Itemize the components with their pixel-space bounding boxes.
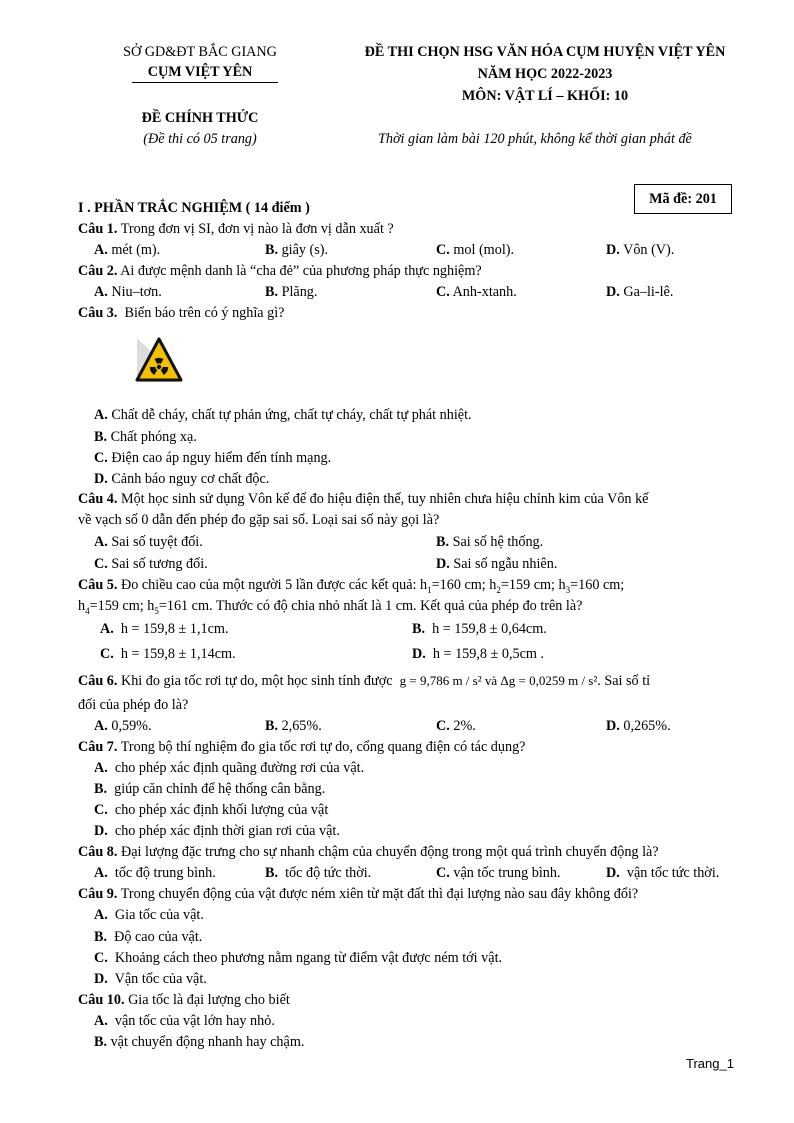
- school-year: NĂM HỌC 2022-2023: [477, 66, 613, 82]
- q1-option-c[interactable]: C. mol (mol).: [436, 242, 515, 258]
- question-10: Câu 10. Gia tốc là đại lượng cho biết: [78, 992, 290, 1008]
- q5-option-b[interactable]: B. h = 159,8 ± 0,64cm.: [412, 621, 547, 637]
- q6-option-c[interactable]: C. 2%.: [436, 718, 476, 734]
- question-9: Câu 9. Trong chuyển động của vật được ném xiên từ mặt đất thì đại lượng nào sau đây không đổi?: [78, 886, 639, 902]
- question-2: Câu 2. Ai được mệnh danh là “cha đẻ” của phương pháp thực nghiệm?: [78, 263, 482, 279]
- q2-option-d[interactable]: D. Ga–li-lê.: [606, 284, 674, 300]
- question-5-line2: $h_4=159$ cm; $h_5=161$ cm. Thước có độ chia nhỏ nhất là 1 cm. Kết quả của phép đo trên là?: [78, 598, 583, 616]
- q6-option-d[interactable]: D. 0,265%.: [606, 718, 671, 734]
- q10-option-b[interactable]: B. vật chuyển động nhanh hay chậm.: [94, 1034, 305, 1050]
- exam-title: ĐỀ THI CHỌN HSG VĂN HÓA CỤM HUYỆN VIỆT YÊN: [364, 44, 726, 60]
- q10-option-a[interactable]: A. vận tốc của vật lớn hay nhỏ.: [94, 1013, 275, 1029]
- q7-option-c[interactable]: C. cho phép xác định khối lượng của vật: [94, 802, 329, 818]
- q9-option-b[interactable]: B. Độ cao của vật.: [94, 929, 203, 945]
- page-count: (Đề thi có 05 trang): [143, 131, 257, 147]
- q5-option-d[interactable]: D. h = 159,8 ± 0,5cm .: [412, 646, 545, 662]
- q7-option-a[interactable]: A. cho phép xác định quãng đường rơi của vật.: [94, 760, 365, 776]
- q3-option-d[interactable]: D. Cảnh báo nguy cơ chất độc.: [94, 471, 270, 487]
- q8-option-c[interactable]: C. vận tốc trung bình.: [436, 865, 561, 881]
- q8-option-d[interactable]: D. vận tốc tức thời.: [606, 865, 720, 881]
- q6-formula: g = 9,786 m / s² và Δg = 0,0259 m / s²: [399, 673, 598, 688]
- q2-option-c[interactable]: C. Anh-xtanh.: [436, 284, 517, 300]
- q1-option-a[interactable]: A. mét (m).: [94, 242, 161, 258]
- q2-option-a[interactable]: A. Niu–tơn.: [94, 284, 162, 300]
- q6-option-a[interactable]: A. 0,59%.: [94, 718, 152, 734]
- exam-code-box: Mã đề: 201: [634, 184, 732, 214]
- q1-label: Câu 1.: [78, 221, 118, 237]
- question-4-line2: về vạch số 0 dẫn đến phép đo gặp sai số. Loại sai số này gọi là?: [78, 512, 440, 528]
- cluster-name: CỤM VIỆT YÊN: [147, 64, 253, 80]
- cluster-underline: [132, 82, 278, 83]
- subject-line: MÔN: VẬT LÍ – KHỐI: 10: [461, 88, 629, 104]
- q3-option-c[interactable]: C. Điện cao áp nguy hiểm đến tính mạng.: [94, 450, 332, 466]
- q5-option-a[interactable]: A. h = 159,8 ± 1,1cm.: [100, 621, 229, 637]
- q5-option-c[interactable]: C. h = 159,8 ± 1,14cm.: [100, 646, 236, 662]
- q8-option-b[interactable]: B. tốc độ tức thời.: [265, 865, 372, 881]
- q3-option-a[interactable]: A. Chất dễ cháy, chất tự phản ứng, chất tự cháy, chất tự phát nhiệt.: [94, 407, 472, 423]
- question-7: Câu 7. Trong bộ thí nghiệm đo gia tốc rơi tự do, cổng quang điện có tác dụng?: [78, 739, 526, 755]
- question-3: Câu 3. Biển báo trên có ý nghĩa gì?: [78, 305, 285, 321]
- page-number: Trang_1: [686, 1056, 734, 1071]
- department-name: SỞ GD&ĐT BẮC GIANG: [123, 44, 277, 60]
- q6-option-b[interactable]: B. 2,65%.: [265, 718, 322, 734]
- duration-note: Thời gian làm bài 120 phút, không kể thời gian phát đề: [378, 131, 692, 147]
- q4-option-a[interactable]: A. Sai số tuyệt đối.: [94, 534, 203, 550]
- q9-option-a[interactable]: A. Gia tốc của vật.: [94, 907, 204, 923]
- question-6: Câu 6. Khi đo gia tốc rơi tự do, một học sinh tính được g = 9,786 m / s² và Δg = 0,0259 m / s². Sai số tỉ: [78, 673, 651, 689]
- question-8: Câu 8. Đại lượng đặc trưng cho sự nhanh chậm của chuyển động trong một quá trình chuyển động là?: [78, 844, 659, 860]
- q9-option-c[interactable]: C. Khoảng cách theo phương nằm ngang từ điểm vật được ném tới vật.: [94, 950, 503, 966]
- question-4: Câu 4. Một học sinh sử dụng Vôn kế để đo hiệu điện thế, tuy nhiên chưa hiệu chỉnh kim của Vôn kế: [78, 491, 649, 507]
- q1-option-b[interactable]: B. giây (s).: [265, 242, 329, 258]
- q3-option-b[interactable]: B. Chất phóng xạ.: [94, 429, 197, 445]
- q4-option-c[interactable]: C. Sai số tương đối.: [94, 556, 208, 572]
- q1-option-d[interactable]: D. Vôn (V).: [606, 242, 675, 258]
- question-6-line2: đối của phép đo là?: [78, 697, 189, 713]
- radiation-warning-sign-icon: [134, 336, 184, 384]
- q7-option-d[interactable]: D. cho phép xác định thời gian rơi của vật.: [94, 823, 340, 839]
- question-1: [78, 221, 394, 238]
- q8-option-a[interactable]: A. tốc độ trung bình.: [94, 865, 216, 881]
- q7-option-b[interactable]: B. giúp căn chỉnh để hệ thống cân bằng.: [94, 781, 326, 797]
- section-title: I . PHẦN TRẮC NGHIỆM ( 14 điểm ): [78, 200, 310, 216]
- q9-option-d[interactable]: D. Vận tốc của vật.: [94, 971, 207, 987]
- q1-text: Trong đơn vị SI, đơn vị nào là đơn vị dẫn xuất ?: [120, 221, 394, 237]
- q4-option-b[interactable]: B. Sai số hệ thống.: [436, 534, 544, 550]
- official-label: ĐỀ CHÍNH THỨC: [141, 110, 259, 126]
- question-5: Câu 5. Đo chiều cao của một người 5 lần được các kết quả: $h_1=160$ cm; $h_2=159$ cm; $h_3=160$ cm;: [78, 577, 625, 595]
- q4-option-d[interactable]: D. Sai số ngẫu nhiên.: [436, 556, 558, 572]
- q2-option-b[interactable]: B. Plăng.: [265, 284, 318, 300]
